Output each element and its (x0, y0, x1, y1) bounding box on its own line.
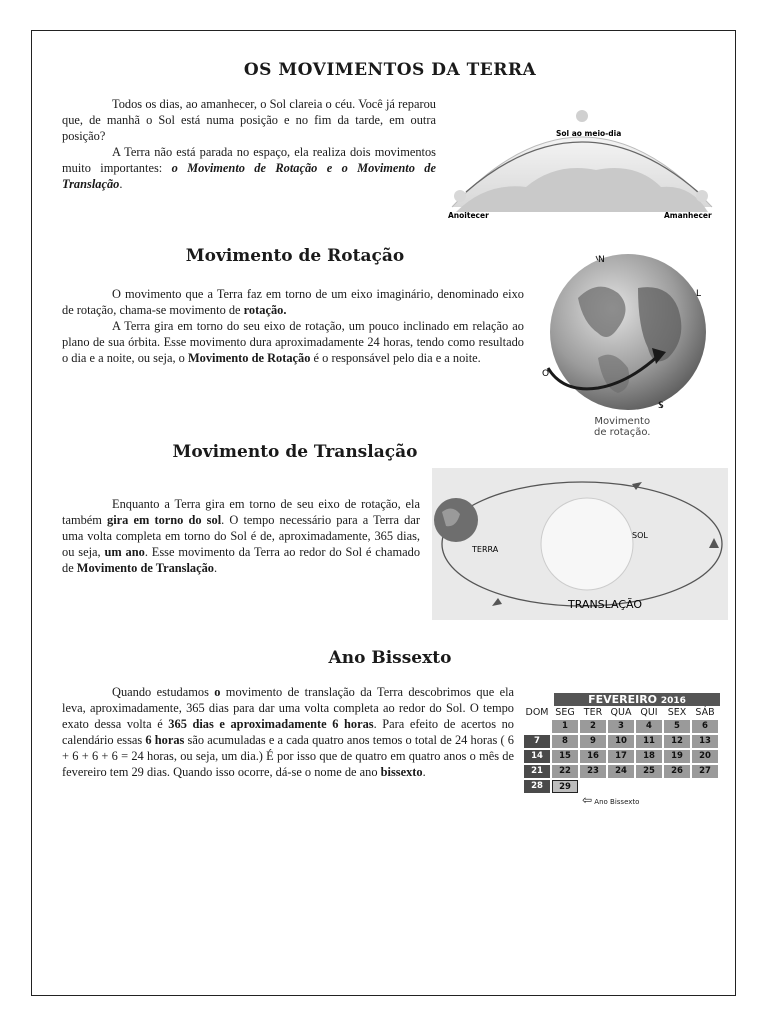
intro-text (62, 96, 436, 192)
noon-label: Sol ao meio-dia (556, 129, 622, 138)
calendar-day: 5 (664, 720, 690, 733)
weekday-label: SEG (555, 707, 575, 718)
leap-year-text (62, 684, 514, 780)
intro-paragraph-1: Todos os dias, ao amanhecer, o Sol clareia o céu. Você já reparou que, de manhã o Sol está numa posição e no fim da tarde, em outra posição? (62, 97, 436, 143)
sun-dusk-icon (454, 190, 466, 202)
rotation-text (62, 286, 524, 366)
calendar-day: 19 (664, 750, 690, 763)
calendar-day: 17 (608, 750, 634, 763)
intro-paragraph-2: A Terra não está parada no espaço, ela realiza dois movimentos muito importantes: o Movimento de Rotação e o Movimento de Translação. (62, 145, 436, 191)
calendar-day: 27 (692, 765, 718, 778)
calendar-day: 21 (524, 765, 550, 778)
globe-illustration (538, 248, 720, 418)
calendar-year: 2016 (660, 696, 686, 706)
weekday-label: QUI (640, 707, 658, 718)
calendar-day: 12 (664, 735, 690, 748)
rotation-heading: Movimento de Rotação (185, 246, 405, 266)
calendar-empty-cell (636, 780, 662, 793)
calendar-day: 9 (580, 735, 606, 748)
page-title: OS MOVIMENTOS DA TERRA (243, 60, 537, 80)
rotation-caption-line-1: Movimento (594, 416, 651, 427)
rotation-paragraph-2: A Terra gira em torno do seu eixo de rotação, um pouco inclinado em relação ao plano de sua órbita. Esse movimento dura aproximadamente 24 horas, tendo como resultado o dia e a noite, ou seja, o Movimento de Rotação é o responsável pelo dia e a noite. (62, 319, 524, 365)
compass-o: O (542, 369, 550, 379)
weekday-label: SÁB (695, 707, 715, 718)
orbit-illustration (432, 468, 728, 620)
sun-noon-icon (576, 110, 588, 122)
calendar-day: 22 (552, 765, 578, 778)
weekday-label: SEX (667, 707, 687, 718)
sol-label: SOL (632, 531, 648, 540)
sun-arc-illustration (446, 92, 718, 222)
leap-arrow-icon: ⇦ (582, 793, 593, 807)
calendar-day: 15 (552, 750, 578, 763)
translation-paragraph: Enquanto a Terra gira em torno de seu eixo de rotação, ela também gira em torno do sol. O tempo necessário para a Terra dar uma volta completa em torno do Sol é de, aproximadamente, 365 dias, ou seja, um ano. Esse movimento da Terra ao redor do Sol é chamado de Movimento de Translação. (62, 497, 421, 575)
sun-dawn-icon (696, 190, 708, 202)
calendar-day: 13 (692, 735, 718, 748)
february-calendar (524, 693, 720, 807)
dusk-label: Anoitecer (448, 211, 489, 220)
calendar-day: 10 (608, 735, 634, 748)
sun-path-figure (446, 92, 718, 222)
compass-s: S (658, 401, 664, 411)
leap-day-annotation (582, 793, 639, 807)
calendar-day: 18 (636, 750, 662, 763)
translation-text (62, 496, 420, 576)
calendar-weekdays (524, 707, 720, 718)
calendar-day: 25 (636, 765, 662, 778)
calendar-day: 4 (636, 720, 662, 733)
translation-figure (432, 468, 728, 620)
calendar-day: 2 (580, 720, 606, 733)
calendar-header (554, 693, 720, 706)
weekday-label: QUA (610, 707, 632, 718)
rotation-figure (538, 248, 720, 448)
calendar-day: 3 (608, 720, 634, 733)
translation-label: TRANSLAÇÃO (568, 598, 643, 611)
compass-l: L (696, 289, 702, 299)
calendar-empty-cell (580, 780, 606, 793)
dawn-label: Amanhecer (664, 211, 712, 220)
calendar-empty-cell (692, 780, 718, 793)
sun-icon (541, 498, 633, 590)
rotation-caption-line-2: de rotação. (594, 427, 651, 438)
rotation-caption (594, 416, 650, 438)
calendar-day: 29 (552, 780, 578, 793)
leap-year-heading: Ano Bissexto (328, 648, 452, 668)
calendar-day: 20 (692, 750, 718, 763)
calendar-day: 24 (608, 765, 634, 778)
calendar-day: 16 (580, 750, 606, 763)
compass-n: N (598, 255, 605, 265)
leap-label: Ano Bissexto (594, 798, 640, 806)
weekday-label: DOM (525, 707, 549, 718)
calendar-month: FEVEREIRO (588, 693, 658, 706)
calendar-day: 1 (552, 720, 578, 733)
calendar-day: 11 (636, 735, 662, 748)
calendar-grid (524, 720, 720, 793)
terra-label: TERRA (472, 545, 499, 554)
weekday-label: TER (583, 707, 603, 718)
calendar-day: 7 (524, 735, 550, 748)
calendar-empty-cell (524, 720, 550, 733)
rotation-paragraph-1: O movimento que a Terra faz em torno de um eixo imaginário, denominado eixo de rotação, chama-se movimento de rotação. (62, 287, 524, 317)
calendar-day: 8 (552, 735, 578, 748)
calendar-day: 23 (580, 765, 606, 778)
translation-heading: Movimento de Translação (172, 442, 418, 462)
calendar-day: 6 (692, 720, 718, 733)
calendar-day: 26 (664, 765, 690, 778)
leap-year-paragraph: Quando estudamos o movimento de translação da Terra descobrimos que ela leva, aproximadamente, 365 dias para dar uma volta completa ao redor do Sol. O tempo exato dessa volta é 365 dias e aproximadamente 6 horas. Para efeito de acertos no calendário essas 6 horas são acumuladas e a cada quatro anos temos o total de 24 horas ( 6 + 6 + 6 + 6 = 24 horas, ou seja, um dia.) É por isso que de quatro em quatro anos o mês de fevereiro tem 29 dias. Quando isso ocorre, dá-se o nome de ano bissexto. (62, 685, 515, 779)
calendar-day: 28 (524, 780, 550, 793)
calendar-day: 14 (524, 750, 550, 763)
calendar-empty-cell (608, 780, 634, 793)
calendar-empty-cell (664, 780, 690, 793)
